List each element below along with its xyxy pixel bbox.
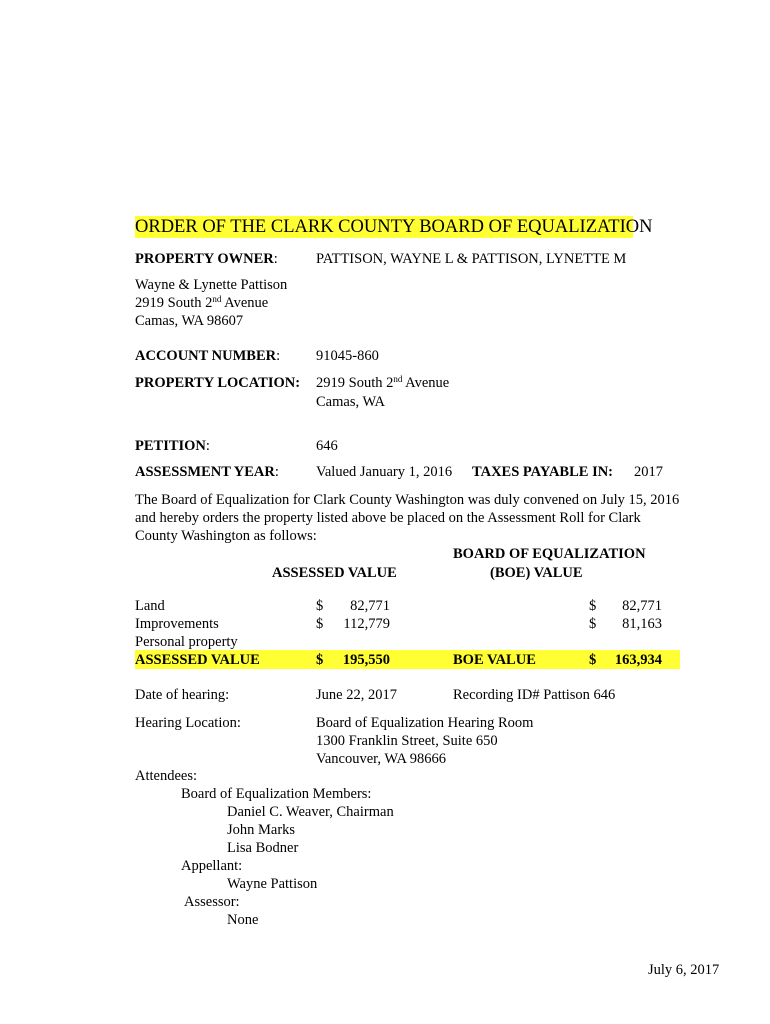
attendees-label: Attendees: xyxy=(135,768,198,784)
petition-value: 646 xyxy=(316,438,338,454)
row-land-boe: 82,771 xyxy=(622,598,662,614)
assessment-label-row: ASSESSMENT YEAR: xyxy=(135,464,279,480)
assessment-label: ASSESSMENT YEAR xyxy=(135,464,275,480)
total-assessed-currency: $ xyxy=(316,652,324,668)
board-member: Daniel C. Weaver, Chairman xyxy=(227,804,394,820)
owner-address-line1: Wayne & Lynette Pattison xyxy=(135,277,288,293)
appellant-label: Appellant: xyxy=(181,858,243,874)
total-boe-value: 163,934 xyxy=(614,652,662,668)
total-boe-currency: $ xyxy=(589,652,597,668)
account-value: 91045-860 xyxy=(316,348,379,364)
boe-header-line2: (BOE) VALUE xyxy=(490,565,583,581)
owner-value: PATTISON, WAYNE L & PATTISON, LYNETTE M xyxy=(316,251,627,267)
row-improvements-boe: 81,163 xyxy=(622,616,662,632)
taxes-payable-label: TAXES PAYABLE IN: xyxy=(472,464,614,480)
petition-label: PETITION xyxy=(135,438,206,454)
taxes-payable-value: 2017 xyxy=(634,464,663,480)
row-land-assessed: 82,771 xyxy=(350,598,390,614)
row-land-boe-currency: $ xyxy=(589,598,597,614)
row-land-assessed-currency: $ xyxy=(316,598,324,614)
owner-label: PROPERTY OWNER xyxy=(135,251,274,267)
row-improvements-assessed-currency: $ xyxy=(316,616,324,632)
hearing-location-line1: Board of Equalization Hearing Room xyxy=(316,715,534,731)
assessor-name: None xyxy=(227,912,259,928)
owner-address-line2: 2919 South 2nd Avenue xyxy=(135,294,269,311)
page-title: ORDER OF THE CLARK COUNTY BOARD OF EQUALIZATION xyxy=(135,217,653,237)
row-improvements-label: Improvements xyxy=(135,616,219,632)
appellant-name: Wayne Pattison xyxy=(227,876,318,892)
total-assessed-value: 195,550 xyxy=(342,652,390,668)
assessed-header: ASSESSED VALUE xyxy=(272,565,397,581)
location-line1: 2919 South 2nd Avenue xyxy=(316,374,450,391)
hearing-date-label: Date of hearing: xyxy=(135,687,230,703)
account-label: ACCOUNT NUMBER xyxy=(135,348,277,364)
total-boe-label: BOE VALUE xyxy=(453,652,536,668)
boe-header-line1: BOARD OF EQUALIZATION xyxy=(453,546,646,562)
row-land-label: Land xyxy=(135,598,165,614)
footer-date: July 6, 2017 xyxy=(648,962,720,978)
board-members-label: Board of Equalization Members: xyxy=(181,786,372,802)
petition-label-row: PETITION: xyxy=(135,438,210,454)
board-member: John Marks xyxy=(227,822,296,838)
total-assessed-label: ASSESSED VALUE xyxy=(135,652,260,668)
hearing-date-value: June 22, 2017 xyxy=(316,687,397,703)
assessment-value: Valued January 1, 2016 xyxy=(316,464,453,480)
location-line2: Camas, WA xyxy=(316,394,386,410)
board-member: Lisa Bodner xyxy=(227,840,299,856)
hearing-location-label: Hearing Location: xyxy=(135,715,241,731)
recording-id: Recording ID# Pattison 646 xyxy=(453,687,616,703)
account-label-row: ACCOUNT NUMBER: xyxy=(135,348,281,364)
hearing-location-line2: 1300 Franklin Street, Suite 650 xyxy=(316,733,498,749)
hearing-location-line3: Vancouver, WA 98666 xyxy=(316,751,447,767)
row-improvements-boe-currency: $ xyxy=(589,616,597,632)
order-paragraph: The Board of Equalization for Clark County Washington was duly convened on July 15, 2016 and hereby orders the property listed above be placed on the Assessment Roll for Clark County Washington as follows: xyxy=(135,492,680,544)
location-label: PROPERTY LOCATION: xyxy=(135,375,301,391)
row-personal-property-label: Personal property xyxy=(135,634,238,650)
owner-label-row: PROPERTY OWNER: xyxy=(135,251,278,267)
owner-address-line3: Camas, WA 98607 xyxy=(135,313,244,329)
row-improvements-assessed: 112,779 xyxy=(343,616,390,632)
assessor-label: Assessor: xyxy=(184,894,240,910)
